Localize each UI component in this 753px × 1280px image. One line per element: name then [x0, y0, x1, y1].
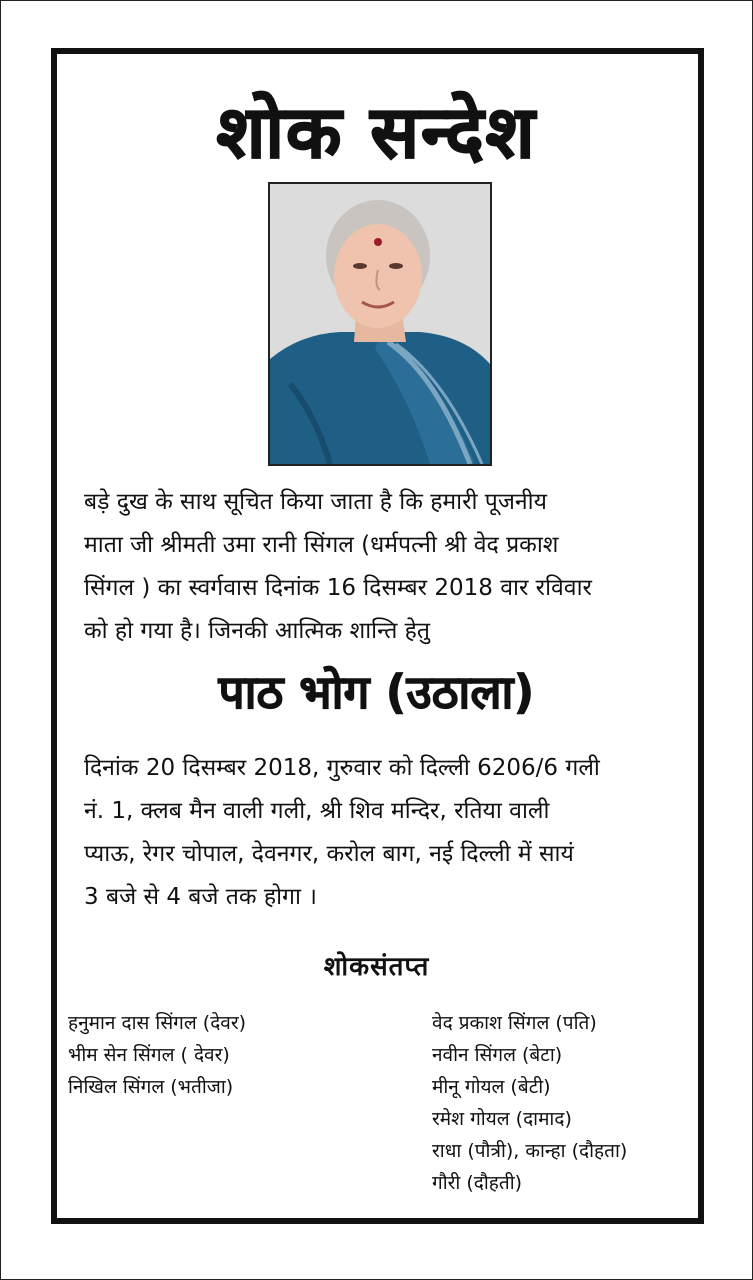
mourners-left-column	[68, 1007, 246, 1103]
announcement-line: माता जी श्रीमती उमा रानी सिंगल (धर्मपत्नी श्री वेद प्रकाश	[84, 532, 559, 558]
announcement-line: बड़े दुख के साथ सूचित किया जाता है कि हमारी पूजनीय	[84, 489, 547, 515]
mourner-name: नवीन सिंगल (बेटा)	[432, 1044, 563, 1066]
event-details	[84, 747, 684, 919]
mourner-name: निखिल सिंगल (भतीजा)	[68, 1076, 234, 1098]
mourner-name: मीनू गोयल (बेटी)	[432, 1076, 551, 1098]
mourner-name: गौरी (दौहती)	[432, 1172, 523, 1194]
portrait-photo	[268, 182, 492, 466]
mourner-name: राधा (पौत्री), कान्हा (दौहता)	[432, 1140, 628, 1162]
announcement-line: सिंगल ) का स्वर्गवास दिनांक 16 दिसम्बर 2018 वार रविवार	[84, 575, 592, 601]
event-line: 3 बजे से 4 बजे तक होगा ।	[84, 884, 317, 910]
announcement-line: को हो गया है। जिनकी आत्मिक शान्ति हेतु	[84, 618, 430, 644]
event-heading: पाठ भोग (उठाला)	[218, 665, 535, 719]
mourner-name: वेद प्रकाश सिंगल (पति)	[432, 1012, 597, 1034]
mourner-name: रमेश गोयल (दामाद)	[432, 1108, 572, 1130]
portrait-icon	[270, 184, 490, 464]
mourner-name: भीम सेन सिंगल ( देवर)	[68, 1044, 230, 1066]
mourner-name: हनुमान दास सिंगल (देवर)	[68, 1012, 247, 1034]
event-line: प्याऊ, रेगर चोपाल, देवनगर, करोल बाग, नई दिल्ली में सायं	[84, 841, 574, 867]
notice-title: शोक सन्देश	[216, 90, 537, 174]
event-line: नं. 1, क्लब मैन वाली गली, श्री शिव मन्दिर, रतिया वाली	[84, 798, 550, 824]
announcement-text	[84, 481, 684, 653]
event-line: दिनांक 20 दिसम्बर 2018, गुरुवार को दिल्ली 6206/6 गली	[84, 755, 600, 781]
mourners-heading: शोकसंतप्त	[323, 952, 430, 982]
mourners-right-column	[432, 1007, 627, 1199]
